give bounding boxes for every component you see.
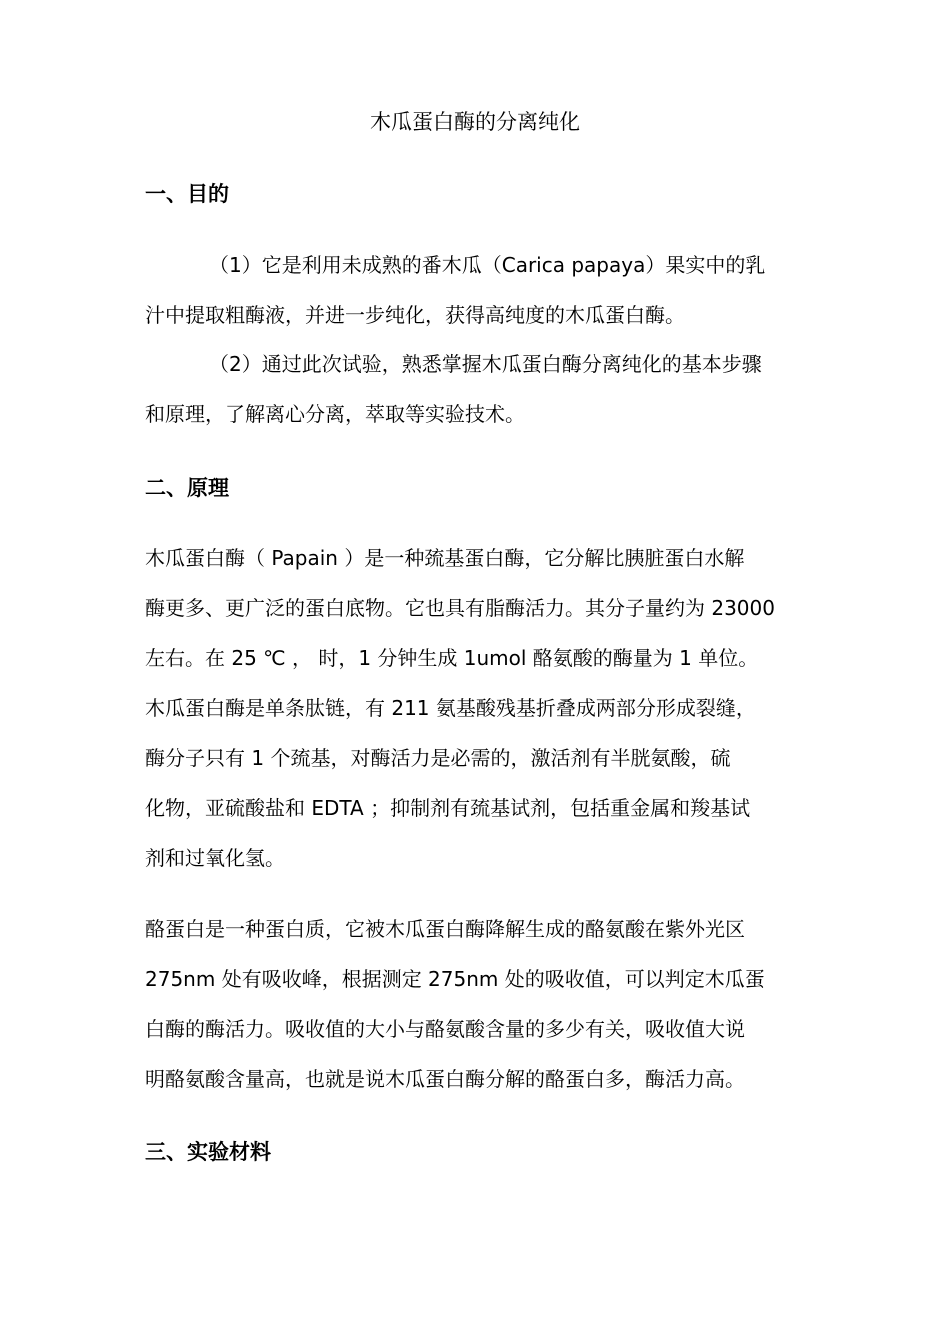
principle-paragraph-1	[145, 533, 817, 883]
purpose-item-1-line-2: 汁中提取粗酶液，并进一步纯化，获得高纯度的木瓜蛋白酶。	[145, 303, 685, 327]
section-heading-materials: 三、实验材料	[145, 1140, 271, 1164]
purpose-item-1-line-1: （1）它是利用未成熟的番木瓜（Carica papaya）果实中的乳	[209, 253, 766, 277]
principle-p1-line-3: 左右。在 25 ℃ ， 时，1 分钟生成 1umol 酪氨酸的酶量为 1 单位。	[145, 646, 759, 670]
purpose-item-2-line-1: （2）通过此次试验，熟悉掌握木瓜蛋白酶分离纯化的基本步骤	[209, 352, 762, 376]
purpose-item-2-line-2: 和原理，了解离心分离，萃取等实验技术。	[145, 402, 525, 426]
purpose-item-2	[145, 339, 817, 439]
principle-p2-line-1: 酪蛋白是一种蛋白质，它被木瓜蛋白酶降解生成的酪氨酸在紫外光区	[145, 917, 745, 941]
principle-p2-line-3: 白酶的酶活力。吸收值的大小与酪氨酸含量的多少有关，吸收值大说	[145, 1017, 745, 1041]
principle-p1-line-7: 剂和过氧化氢。	[145, 846, 285, 870]
purpose-item-1	[145, 240, 817, 340]
principle-p1-line-2: 酶更多、更广泛的蛋白底物。它也具有脂酶活力。其分子量约为 23000	[145, 596, 775, 620]
principle-p2-line-2: 275nm 处有吸收峰，根据测定 275nm 处的吸收值，可以判定木瓜蛋	[145, 967, 765, 991]
principle-p2-line-4: 明酪氨酸含量高，也就是说木瓜蛋白酶分解的酪蛋白多，酶活力高。	[145, 1067, 745, 1091]
principle-p1-line-5: 酶分子只有 1 个巯基，对酶活力是必需的，激活剂有半胱氨酸，硫	[145, 746, 731, 770]
section-heading-principle: 二、原理	[145, 476, 229, 500]
principle-p1-line-6: 化物，亚硫酸盐和 EDTA ；抑制剂有巯基试剂，包括重金属和羧基试	[145, 796, 751, 820]
principle-paragraph-2	[145, 904, 817, 1104]
section-heading-purpose: 一、目的	[145, 182, 229, 206]
principle-p1-line-4: 木瓜蛋白酶是单条肽链，有 211 氨基酸残基折叠成两部分形成裂缝，	[145, 696, 756, 720]
document-title: 木瓜蛋白酶的分离纯化	[370, 110, 580, 134]
principle-p1-line-1: 木瓜蛋白酶（ Papain ）是一种巯基蛋白酶，它分解比胰脏蛋白水解	[145, 546, 745, 570]
